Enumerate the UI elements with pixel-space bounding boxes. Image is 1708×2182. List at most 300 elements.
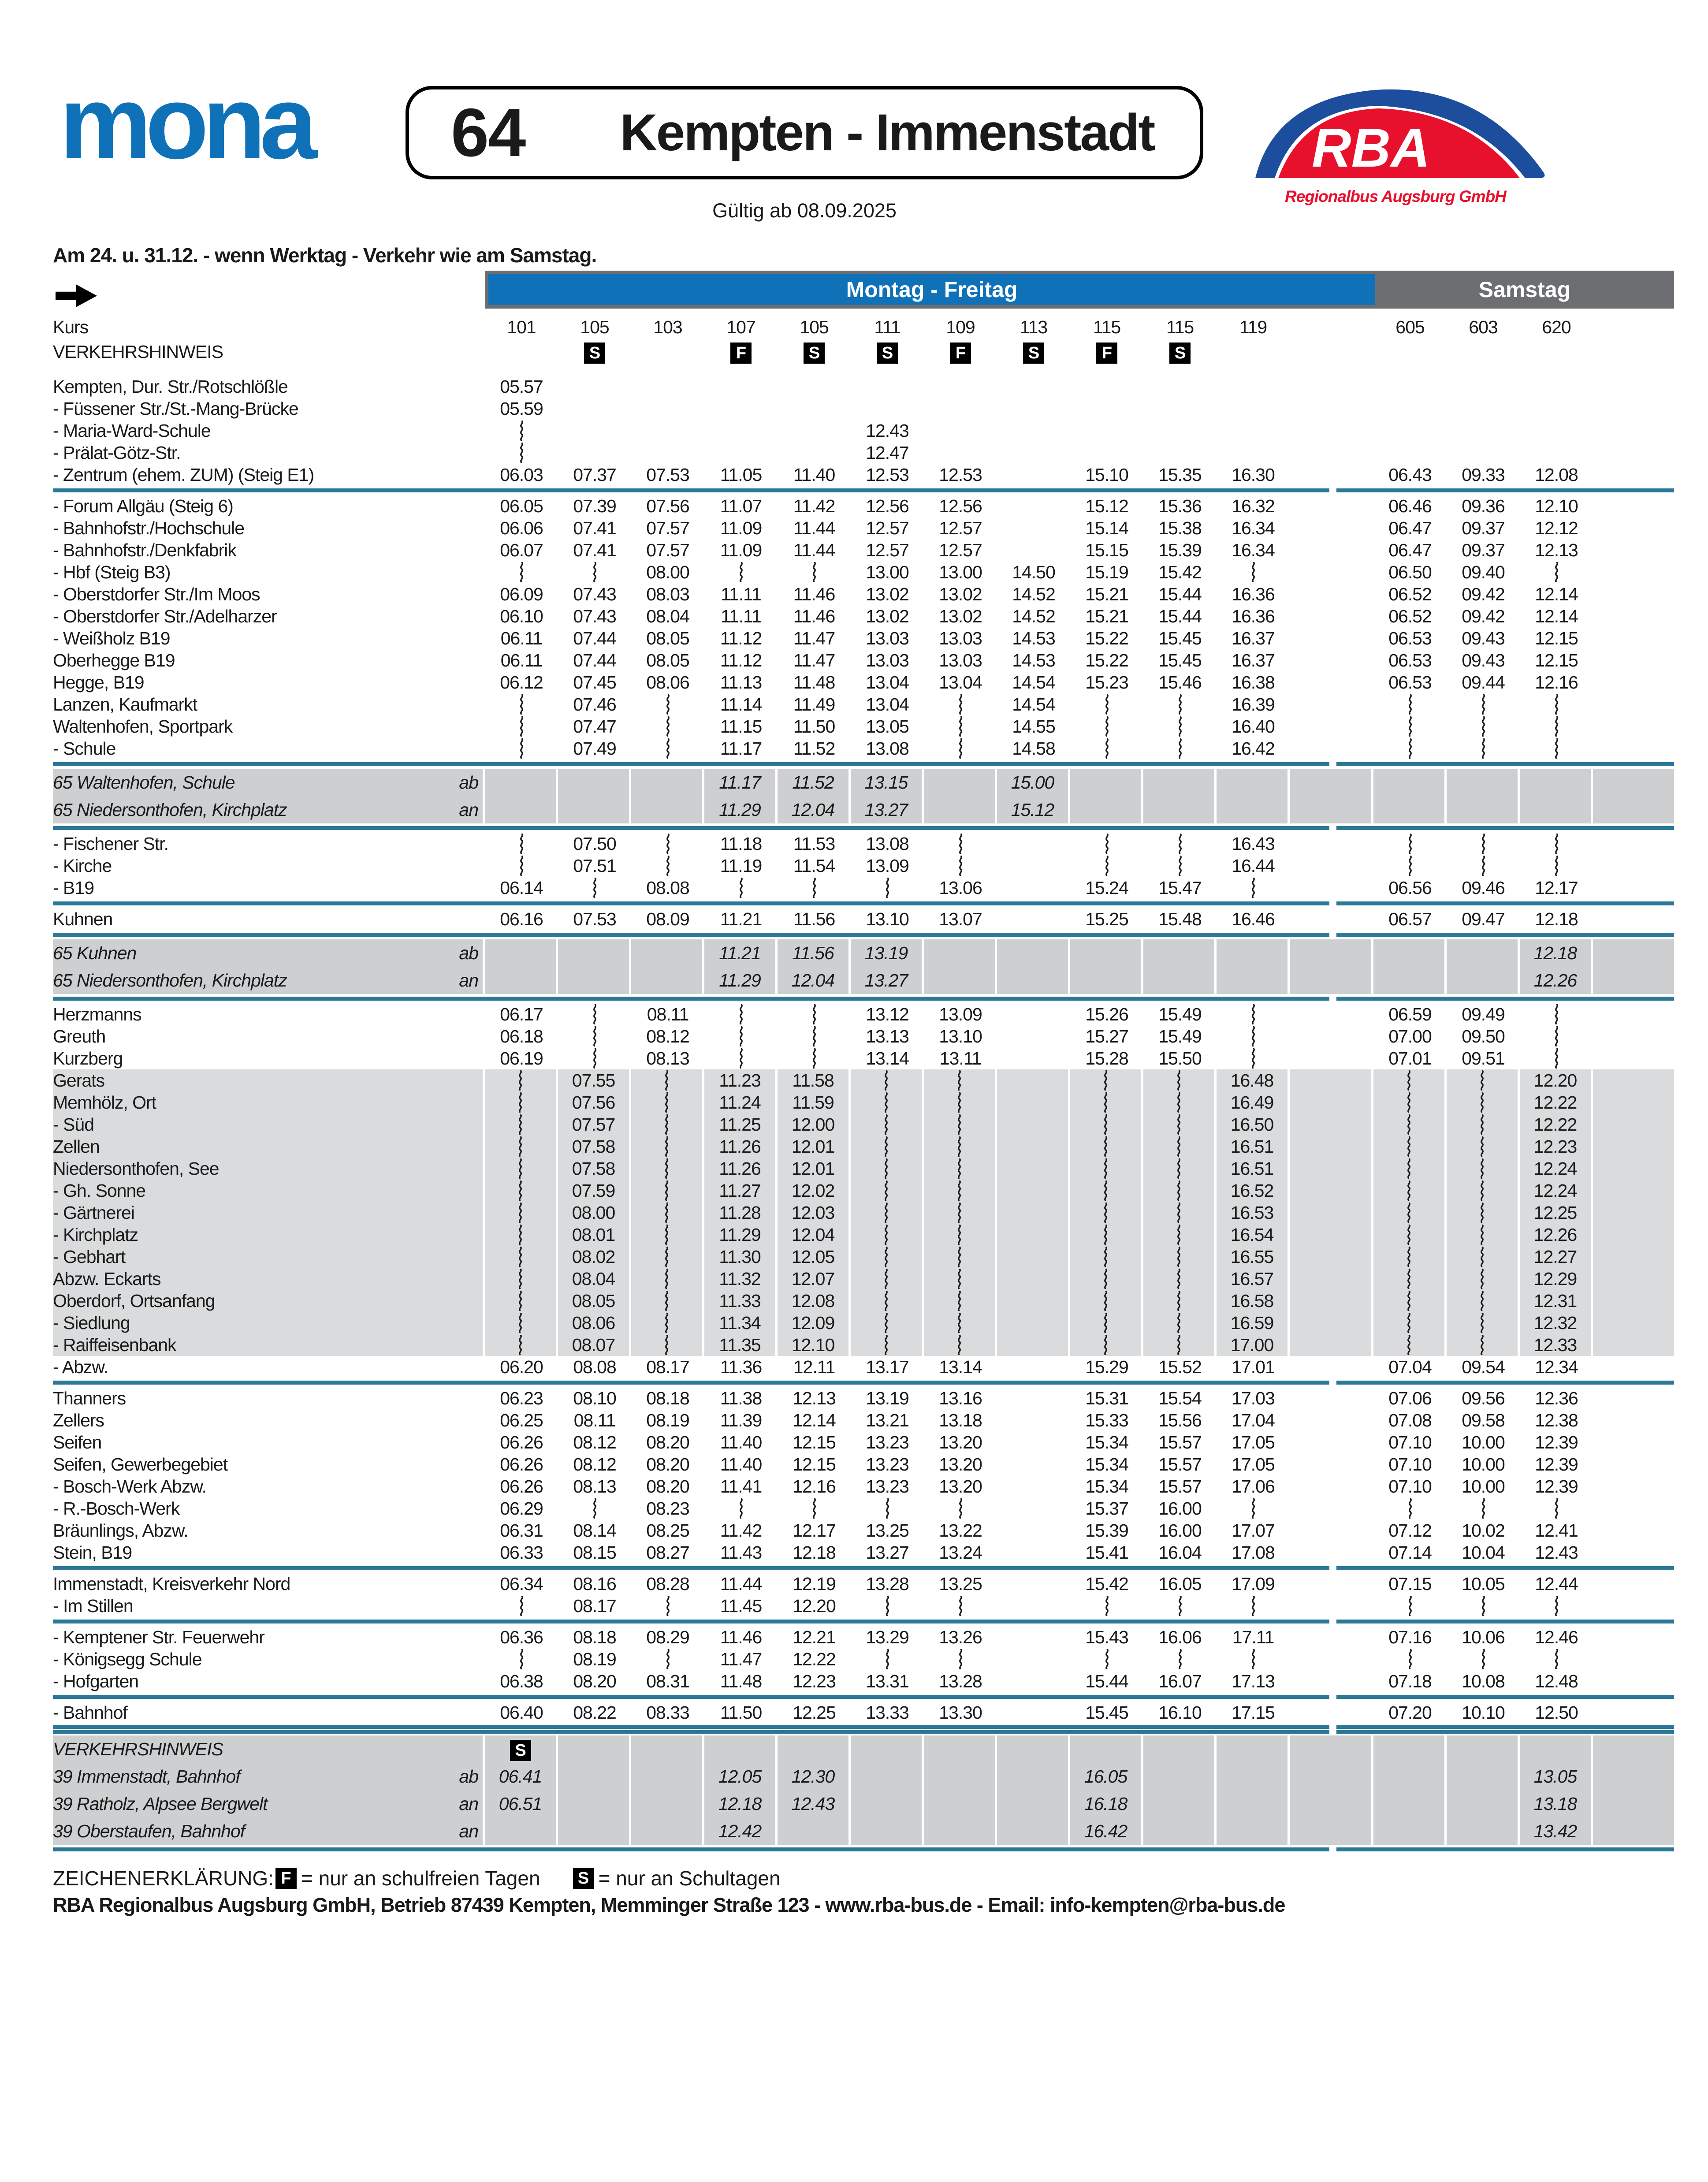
rba-abbr: RBA	[1312, 118, 1430, 179]
rba-caption: Regionalbus Augsburg GmbH	[1285, 187, 1506, 205]
no-stop-wavy-icon	[957, 856, 964, 876]
group-gap-cell	[1290, 561, 1373, 583]
time-cell: 12.20	[793, 1596, 836, 1616]
ab-an-tag	[458, 1356, 485, 1378]
time-cell: 08.25	[646, 1520, 689, 1541]
time-cell	[631, 1091, 704, 1113]
section-divider	[53, 1620, 1674, 1623]
legend-item-text: = nur an Schultagen	[598, 1867, 781, 1890]
time-cell: 08.17	[573, 1596, 616, 1616]
time-cell	[1143, 1790, 1217, 1817]
stop-label: - Bahnhofstr./Hochschule	[53, 518, 245, 538]
group-gap-cell	[1290, 627, 1373, 649]
table-row	[53, 671, 1674, 693]
section-divider	[53, 901, 1674, 905]
time-cell	[631, 1113, 704, 1136]
stop-label: - Kirche	[53, 856, 112, 876]
time-cell	[1373, 1180, 1447, 1202]
time-cell: 16.54	[1217, 1224, 1290, 1246]
legend	[53, 1866, 1674, 1890]
ab-an-tag	[458, 495, 485, 517]
time-cell: 07.39	[573, 496, 616, 516]
stop-label: Kuhnen	[53, 909, 113, 929]
time-cell: 11.40	[720, 1454, 762, 1475]
ab-an-tag	[458, 1180, 485, 1202]
time-cell: 07.06	[1388, 1388, 1432, 1408]
table-row	[53, 1025, 1674, 1047]
section-divider	[53, 1847, 1674, 1851]
time-cell: 06.12	[500, 672, 543, 693]
time-cell: 12.27	[1520, 1246, 1593, 1268]
time-cell	[997, 398, 1070, 420]
time-cell: 11.09	[720, 518, 762, 538]
table-row	[53, 1626, 1674, 1648]
time-cell	[631, 1763, 704, 1790]
time-cell	[1143, 442, 1217, 464]
time-cell: 11.11	[721, 606, 761, 626]
time-cell	[997, 1312, 1070, 1334]
time-cell	[631, 339, 704, 364]
no-stop-wavy-icon	[1177, 716, 1183, 737]
group-gap-cell	[1290, 1290, 1373, 1312]
table-row	[53, 1817, 1674, 1845]
time-cell: 12.20	[1520, 1069, 1593, 1091]
time-cell	[1447, 339, 1520, 364]
time-cell: 07.01	[1388, 1048, 1432, 1069]
time-cell: 16.04	[1158, 1542, 1202, 1563]
time-cell: 08.15	[573, 1542, 616, 1563]
time-cell	[851, 1268, 924, 1290]
time-cell	[997, 1542, 1070, 1564]
no-stop-wavy-icon	[518, 738, 525, 759]
time-cell: 12.25	[1520, 1202, 1593, 1224]
time-cell: 06.31	[500, 1520, 543, 1541]
ab-an-tag	[458, 649, 485, 671]
time-cell	[485, 693, 558, 715]
filler-cell	[1593, 877, 1674, 899]
time-cell	[924, 442, 997, 464]
time-cell: 12.50	[1535, 1702, 1578, 1723]
time-cell	[1373, 376, 1447, 398]
time-cell: 15.42	[1158, 562, 1202, 582]
time-cell: 07.41	[573, 540, 616, 560]
service-badge-icon: S	[804, 343, 825, 364]
time-cell	[1143, 737, 1217, 760]
stop-label: - Königsegg Schule	[53, 1649, 202, 1669]
time-cell: 15.36	[1158, 496, 1202, 516]
time-cell: 10.00	[1462, 1476, 1505, 1497]
time-cell: 11.48	[793, 672, 835, 693]
time-cell	[778, 420, 851, 442]
table-row	[53, 539, 1674, 561]
time-cell: 12.56	[866, 496, 909, 516]
time-cell	[924, 1790, 997, 1817]
filler-cell	[1593, 376, 1674, 398]
time-cell: 11.40	[793, 465, 835, 485]
time-cell: 12.23	[793, 1671, 836, 1691]
no-stop-wavy-icon	[1553, 1596, 1560, 1616]
no-stop-wavy-icon	[1479, 1158, 1485, 1179]
time-cell: 14.53	[1012, 650, 1055, 670]
time-cell	[631, 715, 704, 737]
time-cell: 15.21	[1085, 606, 1128, 626]
time-cell	[997, 1202, 1070, 1224]
no-stop-wavy-icon	[517, 1092, 524, 1113]
time-cell	[851, 1136, 924, 1158]
ab-an-tag	[458, 1025, 485, 1047]
time-cell: 11.17	[704, 769, 778, 796]
time-cell	[1520, 1595, 1593, 1617]
stop-label: - Süd	[53, 1113, 458, 1136]
time-cell: 11.18	[720, 834, 762, 854]
time-cell: 06.17	[500, 1004, 543, 1024]
time-cell: 12.36	[1535, 1388, 1578, 1408]
no-stop-wavy-icon	[1177, 694, 1183, 715]
time-cell: 15.44	[1158, 606, 1202, 626]
time-cell	[558, 1763, 631, 1790]
time-cell	[997, 1670, 1070, 1692]
table-row	[53, 737, 1674, 760]
time-cell	[558, 1497, 631, 1519]
time-cell: 12.14	[1535, 606, 1578, 626]
time-cell	[1070, 1136, 1143, 1158]
no-stop-wavy-icon	[1480, 856, 1487, 876]
time-cell	[1447, 1648, 1520, 1670]
no-stop-wavy-icon	[1553, 716, 1560, 737]
time-cell: 16.51	[1217, 1136, 1290, 1158]
time-cell: 11.26	[704, 1136, 778, 1158]
no-stop-wavy-icon	[811, 1004, 818, 1024]
time-cell	[997, 1626, 1070, 1648]
time-cell: 11.44	[793, 540, 835, 560]
time-cell	[924, 1069, 997, 1091]
time-cell	[778, 442, 851, 464]
time-cell: 12.17	[1535, 878, 1578, 898]
time-cell: 115	[1166, 317, 1194, 337]
time-cell: 06.07	[500, 540, 543, 560]
time-cell: 13.02	[939, 606, 982, 626]
time-cell: 08.11	[573, 1410, 616, 1430]
group-gap-cell	[1290, 605, 1373, 627]
time-cell: 15.57	[1158, 1454, 1202, 1475]
no-stop-wavy-icon	[811, 562, 818, 582]
table-row	[53, 1475, 1674, 1497]
time-cell	[1373, 1268, 1447, 1290]
filler-cell	[1593, 1312, 1674, 1334]
no-stop-wavy-icon	[663, 1269, 670, 1289]
filler-cell	[1593, 315, 1674, 339]
time-cell: 13.03	[866, 650, 909, 670]
time-cell	[924, 339, 997, 364]
group-gap-cell	[1290, 939, 1373, 967]
time-cell: 15.28	[1085, 1048, 1128, 1069]
time-cell: 12.15	[1535, 650, 1578, 670]
no-stop-wavy-icon	[1553, 562, 1560, 582]
time-cell: 11.54	[793, 856, 835, 876]
time-cell: 13.09	[866, 856, 909, 876]
schoolday-badge-icon: S	[573, 1868, 594, 1889]
time-cell	[997, 908, 1070, 930]
time-cell: 12.13	[1535, 540, 1578, 560]
time-cell: 16.36	[1232, 584, 1275, 604]
time-cell	[704, 442, 778, 464]
time-cell	[997, 1519, 1070, 1542]
time-cell	[1447, 693, 1520, 715]
time-cell: 07.49	[573, 738, 616, 759]
no-stop-wavy-icon	[1250, 878, 1257, 898]
no-stop-wavy-icon	[1553, 694, 1560, 715]
time-cell	[485, 769, 558, 796]
time-cell: 09.42	[1462, 606, 1505, 626]
time-cell: 15.39	[1158, 540, 1202, 560]
time-cell: 13.23	[866, 1454, 909, 1475]
ab-an-tag	[458, 1136, 485, 1158]
time-cell	[997, 376, 1070, 398]
section-divider	[53, 1730, 1674, 1734]
time-cell: 11.53	[793, 834, 835, 854]
stop-label: 39 Immenstadt, Bahnhof	[53, 1763, 458, 1790]
time-cell: 13.13	[866, 1026, 909, 1046]
time-cell: 16.57	[1217, 1268, 1290, 1290]
time-cell: 11.39	[720, 1410, 762, 1430]
stop-label: Gerats	[53, 1069, 458, 1091]
time-cell	[558, 877, 631, 899]
group-gap-cell	[1290, 671, 1373, 693]
time-cell: 12.16	[1535, 672, 1578, 693]
time-cell: 12.38	[1535, 1410, 1578, 1430]
no-stop-wavy-icon	[883, 1114, 889, 1135]
time-cell: 09.54	[1462, 1357, 1505, 1377]
time-cell	[1520, 420, 1593, 442]
no-stop-wavy-icon	[1250, 1004, 1257, 1024]
time-cell: 603	[1469, 317, 1498, 337]
time-cell	[1217, 769, 1290, 796]
time-cell: 13.08	[866, 738, 909, 759]
time-cell: 11.46	[720, 1627, 762, 1647]
time-cell	[1143, 1763, 1217, 1790]
time-cell: 08.05	[646, 650, 689, 670]
time-cell	[1070, 376, 1143, 398]
group-gap-cell	[1290, 649, 1373, 671]
no-stop-wavy-icon	[1176, 1114, 1182, 1135]
time-cell: 12.10	[778, 1334, 851, 1356]
time-cell	[924, 1180, 997, 1202]
table-row	[53, 1356, 1674, 1378]
time-cell	[1373, 1790, 1447, 1817]
time-cell: 105	[580, 317, 609, 337]
time-cell	[924, 398, 997, 420]
time-cell: 13.18	[1520, 1790, 1593, 1817]
time-cell: 15.31	[1085, 1388, 1128, 1408]
time-cell	[997, 1069, 1070, 1091]
table-row	[53, 1290, 1674, 1312]
stop-label: Bräunlings, Abzw.	[53, 1520, 188, 1541]
time-cell: 07.10	[1388, 1432, 1432, 1452]
time-cell	[1143, 1224, 1217, 1246]
time-cell: 13.27	[851, 796, 924, 823]
time-cell: 08.20	[646, 1476, 689, 1497]
filler-cell	[1593, 1409, 1674, 1431]
group-gap-cell	[1290, 442, 1373, 464]
ab-an-tag	[458, 561, 485, 583]
time-cell	[704, 1025, 778, 1047]
filler-cell	[1593, 1453, 1674, 1475]
no-stop-wavy-icon	[1177, 738, 1183, 759]
filler-cell	[1593, 1595, 1674, 1617]
time-cell	[1520, 796, 1593, 823]
time-cell	[1143, 1817, 1217, 1845]
no-stop-wavy-icon	[1406, 1247, 1412, 1267]
time-cell	[1373, 796, 1447, 823]
no-stop-wavy-icon	[1176, 1313, 1182, 1333]
time-cell: 12.15	[793, 1454, 836, 1475]
time-cell	[485, 1290, 558, 1312]
time-cell	[485, 561, 558, 583]
time-cell	[997, 339, 1070, 364]
time-cell	[485, 833, 558, 855]
time-cell: 07.45	[573, 672, 616, 693]
stop-label: - Gärtnerei	[53, 1202, 458, 1224]
time-cell	[631, 1136, 704, 1158]
time-cell: 12.08	[1535, 465, 1578, 485]
time-cell	[851, 1648, 924, 1670]
time-cell	[778, 561, 851, 583]
time-cell: 16.05	[1158, 1574, 1202, 1594]
time-cell: 12.10	[1535, 496, 1578, 516]
time-cell	[851, 877, 924, 899]
ab-an-tag	[458, 517, 485, 539]
ab-an-tag	[458, 1224, 485, 1246]
no-stop-wavy-icon	[517, 1114, 524, 1135]
table-row	[53, 605, 1674, 627]
time-cell	[924, 855, 997, 877]
time-cell: 11.58	[778, 1069, 851, 1091]
time-cell	[851, 1180, 924, 1202]
time-cell: 09.40	[1462, 562, 1505, 582]
time-cell: 11.42	[793, 496, 835, 516]
group-gap-cell	[1290, 1069, 1373, 1091]
time-cell: 15.27	[1085, 1026, 1128, 1046]
route-header-box	[406, 86, 1203, 179]
time-cell: 11.44	[720, 1574, 762, 1594]
no-stop-wavy-icon	[517, 1136, 524, 1157]
time-cell: 15.24	[1085, 878, 1128, 898]
time-cell	[704, 1497, 778, 1519]
time-cell: 13.08	[866, 834, 909, 854]
no-stop-wavy-icon	[1250, 1649, 1257, 1669]
no-stop-wavy-icon	[592, 1048, 598, 1069]
time-cell: 06.40	[500, 1702, 543, 1723]
section-divider	[53, 1725, 1674, 1729]
ab-an-tag	[458, 464, 485, 486]
ab-an-tag: an	[458, 1817, 485, 1845]
time-cell	[1070, 1595, 1143, 1617]
section-divider	[53, 997, 1674, 1001]
time-cell: 11.24	[704, 1091, 778, 1113]
time-cell: 13.20	[939, 1454, 982, 1475]
time-cell: 15.34	[1085, 1432, 1128, 1452]
time-cell: 07.37	[573, 465, 616, 485]
time-cell	[1373, 769, 1447, 796]
no-stop-wavy-icon	[517, 1158, 524, 1179]
filler-cell	[1593, 442, 1674, 464]
time-cell	[631, 939, 704, 967]
time-cell: 09.46	[1462, 878, 1505, 898]
ab-an-tag	[458, 1648, 485, 1670]
no-stop-wavy-icon	[663, 1158, 670, 1179]
section-divider	[53, 1566, 1674, 1570]
ab-an-tag	[458, 1246, 485, 1268]
time-cell	[485, 1334, 558, 1356]
no-stop-wavy-icon	[1479, 1269, 1485, 1289]
time-cell	[924, 1136, 997, 1158]
time-cell	[1143, 1202, 1217, 1224]
time-cell: 15.49	[1158, 1026, 1202, 1046]
time-cell	[1217, 1497, 1290, 1519]
filler-cell	[1593, 1648, 1674, 1670]
time-cell: 15.25	[1085, 909, 1128, 929]
time-cell	[1143, 1735, 1217, 1763]
filler-cell	[1593, 1268, 1674, 1290]
filler-cell	[1593, 1069, 1674, 1091]
no-stop-wavy-icon	[1102, 1269, 1109, 1289]
time-cell: 12.16	[793, 1476, 836, 1497]
time-cell: 15.22	[1085, 650, 1128, 670]
time-cell: 13.30	[939, 1702, 982, 1723]
no-stop-wavy-icon	[1104, 1596, 1110, 1616]
group-gap-cell	[1290, 1817, 1373, 1845]
time-cell	[558, 398, 631, 420]
time-cell: 13.28	[939, 1671, 982, 1691]
time-cell: 08.01	[558, 1224, 631, 1246]
group-gap-cell	[1290, 339, 1373, 364]
time-cell: 12.18	[1520, 939, 1593, 967]
no-stop-wavy-icon	[1250, 1498, 1257, 1519]
time-cell	[704, 420, 778, 442]
time-cell: 13.29	[866, 1627, 909, 1647]
time-cell: 08.28	[646, 1574, 689, 1594]
time-cell	[1447, 1091, 1520, 1113]
no-stop-wavy-icon	[517, 1291, 524, 1311]
time-cell: 09.49	[1462, 1004, 1505, 1024]
ab-an-tag	[458, 1202, 485, 1224]
time-cell: 13.24	[939, 1542, 982, 1563]
route-name: Kempten - Immenstadt	[620, 104, 1154, 162]
time-cell: 103	[653, 317, 682, 337]
no-stop-wavy-icon	[1406, 1092, 1412, 1113]
time-cell	[851, 1817, 924, 1845]
time-cell	[778, 1047, 851, 1069]
time-cell	[631, 1648, 704, 1670]
no-stop-wavy-icon	[665, 716, 671, 737]
time-cell: 16.07	[1158, 1671, 1202, 1691]
time-cell	[1143, 693, 1217, 715]
time-cell: 12.01	[778, 1136, 851, 1158]
no-stop-wavy-icon	[1250, 562, 1257, 582]
filler-cell	[1593, 605, 1674, 627]
time-cell: 15.35	[1158, 465, 1202, 485]
group-gap-cell	[1290, 495, 1373, 517]
time-cell	[1070, 1290, 1143, 1312]
time-cell: 12.04	[778, 967, 851, 994]
time-cell: 08.04	[558, 1268, 631, 1290]
stop-label: Hegge, B19	[53, 672, 144, 693]
time-cell: 07.43	[573, 584, 616, 604]
time-cell: 15.12	[997, 796, 1070, 823]
time-cell: 06.43	[1388, 465, 1432, 485]
time-cell: 15.43	[1085, 1627, 1128, 1647]
time-cell	[997, 442, 1070, 464]
